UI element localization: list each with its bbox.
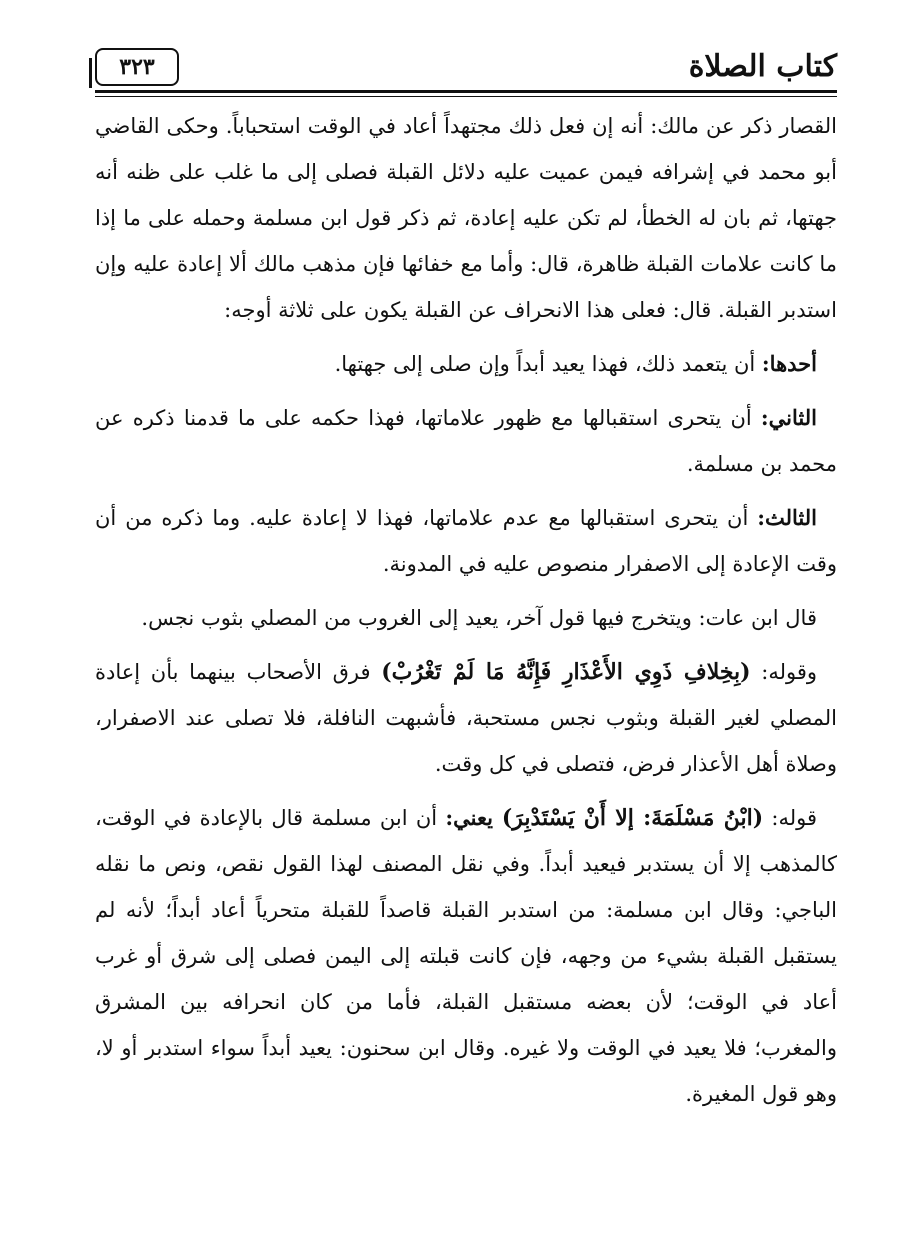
enumeration-label-first: أحدها: — [761, 351, 817, 376]
paragraph-6-prefix: وقوله: — [750, 660, 818, 684]
paragraph-2-text: أن يتعمد ذلك، فهذا يعيد أبداً وإن صلى إلى جهتها. — [334, 352, 762, 376]
quoted-matn-text: (بِخِلافِ ذَوِي الأَعْذَارِ فَإِنَّهُ مَا لَمْ تَغْرُبْ) — [381, 659, 751, 685]
enumeration-label-second: الثاني: — [760, 405, 817, 430]
paragraph-7 — [95, 795, 837, 1117]
header-divider — [95, 90, 837, 93]
paragraph-7-text: أن ابن مسلمة قال بالإعادة في الوقت، كالمذهب إلا أن يستدبر فيعيد أبداً. وفي نقل المصنف لهذا القول نقص، ونص ما نقله الباجي: وقال ابن مسلمة: من استدبر القبلة قاصداً للقبلة متحرياً أعاد أبداً؛ لأنه لم يستقبل القبلة بشيء من وجهه، فإن كانت قبلته إلى اليمن فصلى إلى شرق أو غرب أعاد في الوقت؛ لأن بعضه مستقبل القبلة، فأما من كان انحرافه بين المشرق والمغرب؛ فلا يعيد في الوقت ولا غيره. وقال ابن سحنون: يعيد أبداً سواء استدبر أو لا، وهو قول المغيرة. — [95, 806, 837, 1106]
paragraph-3-text: أن يتحرى استقبالها مع ظهور علاماتها، فهذا حكمه على ما قدمنا ذكره عن محمد بن مسلمة. — [95, 406, 837, 476]
paragraph-4 — [95, 495, 837, 587]
book-title: كتاب الصلاة — [688, 49, 837, 84]
paragraph-6-text: فرق الأصحاب بينهما بأن إعادة المصلي لغير القبلة وبثوب نجس مستحبة، فأشبهت النافلة، فلا تصلى عند الاصفرار، وصلاة أهل الأعذار فرض، فتصلى في كل وقت. — [95, 660, 837, 776]
paragraph-4-text: أن يتحرى استقبالها مع عدم علاماتها، فهذا لا إعادة عليه. وما ذكره من أن وقت الإعادة إلى الاصفرار منصوص عليه في المدونة. — [95, 506, 837, 576]
paragraph-1: القصار ذكر عن مالك: أنه إن فعل ذلك مجتهداً أعاد في الوقت استحباباً. وحكى القاضي أبو محمد في إشرافه فيمن عميت عليه دلائل القبلة فصلى إلى ما غلب على ظنه أنه جهتها، ثم بان له الخطأ، لم تكن عليه إعادة، ثم ذكر قول ابن مسلمة وحمله على ما إذا ما كانت علامات القبلة ظاهرة، قال: وأما مع خفائها فإن مذهب مالك ألا إعادة عليه وإن استدبر القبلة. قال: فعلى هذا الانحراف عن القبلة يكون على ثلاثة أوجه: — [95, 114, 837, 322]
page-header — [95, 44, 837, 90]
quoted-matn-text-2: (ابْنُ مَسْلَمَةَ: إلا أَنْ يَسْتَدْبِرَ) — [501, 805, 764, 831]
paragraph-7-prefix: قوله: — [763, 806, 818, 830]
paragraph-3 — [95, 395, 837, 487]
paragraph-5: قال ابن عات: ويتخرج فيها قول آخر، يعيد إلى الغروب من المصلي بثوب نجس. — [141, 606, 817, 630]
page-body — [95, 103, 837, 1125]
paragraph-2 — [95, 341, 837, 387]
page-number: ٣٢٣ — [95, 48, 179, 86]
enumeration-label-third: الثالث: — [757, 505, 817, 530]
paragraph-7-label: يعني: — [445, 805, 502, 830]
paragraph-6 — [95, 649, 837, 787]
